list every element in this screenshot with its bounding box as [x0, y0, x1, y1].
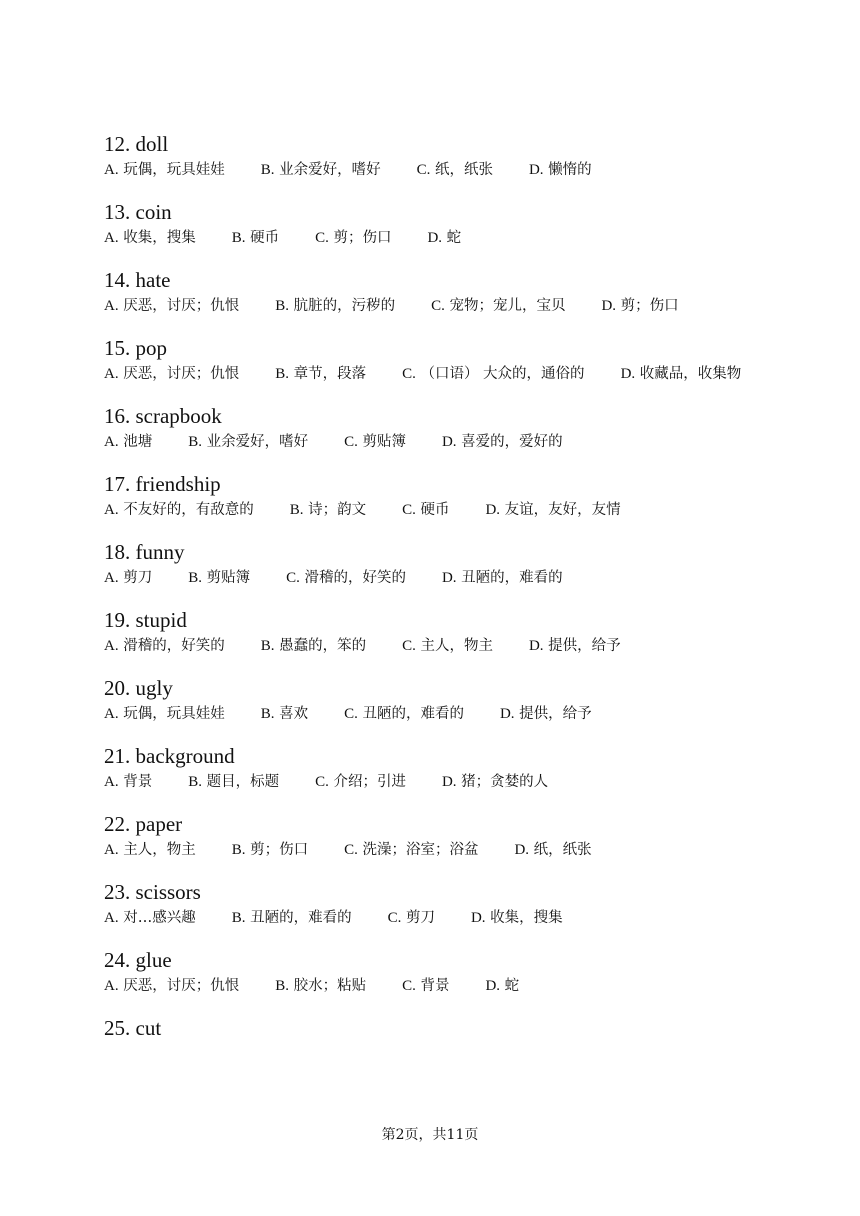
option-row [104, 975, 764, 998]
question-item [104, 199, 764, 250]
option-b [290, 502, 366, 518]
option-letter: B. [231, 230, 246, 246]
option-letter: D. [441, 774, 457, 790]
option-c [402, 366, 584, 382]
question-number: 17. [104, 472, 131, 496]
option-letter: C. [344, 706, 358, 722]
option-c [344, 706, 464, 722]
option-letter: C. [315, 774, 329, 790]
option-d [529, 162, 592, 178]
question-item [104, 267, 764, 318]
option-d [442, 774, 548, 790]
option-letter: D. [441, 570, 457, 586]
question-title [104, 607, 764, 633]
option-text: 背景 [123, 774, 153, 790]
option-text: 剪刀 [405, 910, 435, 926]
option-letter: B. [275, 978, 289, 994]
question-number: 18. [104, 540, 131, 564]
option-text: 池塘 [123, 434, 153, 450]
option-row [104, 499, 764, 522]
question-title [104, 471, 764, 497]
option-text: 丑陋的，难看的 [250, 910, 352, 926]
option-c [344, 842, 478, 858]
question-item [104, 947, 764, 998]
question-item [104, 879, 764, 930]
option-text: 收藏品，收集物 [639, 366, 742, 382]
option-a [104, 434, 152, 450]
option-text: 硬币 [250, 230, 280, 246]
question-title [104, 131, 764, 157]
option-text: 猪；贪婪的人 [461, 774, 549, 790]
question-title [104, 947, 764, 973]
question-word: stupid [135, 608, 187, 632]
option-text: 业余爱好，嗜好 [206, 434, 309, 450]
option-letter: D. [441, 434, 457, 450]
question-title [104, 267, 764, 293]
option-letter: A. [104, 978, 119, 994]
option-text: 题目，标题 [206, 774, 280, 790]
option-letter: C. [286, 570, 300, 586]
option-letter: A. [104, 162, 119, 178]
question-title [104, 879, 764, 905]
option-text: 剪贴簿 [206, 570, 251, 586]
option-text: 厌恶，讨厌；仇恨 [123, 366, 240, 382]
option-a [104, 230, 196, 246]
option-row [104, 363, 764, 386]
option-letter: B. [188, 774, 202, 790]
option-text: 提供，给予 [519, 706, 592, 722]
option-letter: C. [402, 638, 416, 654]
option-a [104, 774, 152, 790]
option-d [471, 910, 563, 926]
option-letter: C. [416, 162, 431, 178]
option-b [188, 774, 279, 790]
option-c [344, 434, 406, 450]
question-word: paper [135, 812, 183, 836]
option-text: 厌恶，讨厌；仇恨 [123, 978, 240, 994]
option-letter: D. [528, 638, 544, 654]
option-text: 玩偶，玩具娃娃 [123, 706, 225, 722]
option-d [442, 570, 563, 586]
question-number: 25. [104, 1016, 131, 1040]
option-text: 业余爱好，嗜好 [279, 162, 381, 178]
option-letter: B. [275, 298, 289, 314]
question-word: doll [135, 132, 169, 156]
option-row [104, 635, 764, 658]
option-a [104, 638, 225, 654]
option-c [315, 230, 391, 246]
option-a [104, 162, 225, 178]
option-text: 剪贴簿 [362, 434, 406, 450]
option-a [104, 570, 152, 586]
option-d [427, 230, 461, 246]
option-b [232, 230, 279, 246]
question-word: scrapbook [135, 404, 222, 428]
option-letter: B. [231, 910, 246, 926]
option-text: 剪；伤口 [333, 230, 392, 246]
question-word: friendship [135, 472, 221, 496]
option-letter: D. [620, 366, 636, 382]
option-row [104, 431, 764, 454]
option-c [431, 298, 565, 314]
option-text: 玩偶，玩具娃娃 [123, 162, 225, 178]
option-text: 喜欢 [279, 706, 309, 722]
question-number: 14. [104, 268, 131, 292]
option-text: （口语） 大众的，通俗的 [420, 366, 585, 382]
option-letter: C. [387, 910, 402, 926]
question-number: 24. [104, 948, 131, 972]
option-letter: D. [514, 842, 530, 858]
option-letter: B. [260, 706, 275, 722]
option-d [529, 638, 621, 654]
option-text: 厌恶，讨厌；仇恨 [123, 298, 240, 314]
question-item [104, 743, 764, 794]
option-d [621, 366, 742, 382]
option-letter: A. [104, 706, 119, 722]
question-item [104, 811, 764, 862]
question-word: background [135, 744, 235, 768]
question-word: scissors [135, 880, 201, 904]
question-item [104, 607, 764, 658]
option-letter: B. [289, 502, 304, 518]
option-a [104, 366, 239, 382]
option-a [104, 706, 225, 722]
option-b [232, 910, 352, 926]
option-text: 收集，搜集 [490, 910, 563, 926]
question-word: coin [135, 200, 172, 224]
option-text: 蛇 [504, 978, 520, 994]
option-text: 愚蠢的，笨的 [279, 638, 367, 654]
option-text: 介绍；引进 [333, 774, 406, 790]
question-number: 19. [104, 608, 131, 632]
question-word: funny [135, 540, 185, 564]
option-letter: D. [528, 162, 544, 178]
option-text: 诗；韵文 [308, 502, 367, 518]
option-letter: C. [431, 298, 445, 314]
option-text: 剪刀 [123, 570, 153, 586]
option-c [388, 910, 435, 926]
option-b [275, 978, 366, 994]
option-b [275, 298, 395, 314]
option-letter: C. [344, 434, 358, 450]
question-title [104, 199, 764, 225]
option-letter: A. [104, 366, 119, 382]
question-title [104, 675, 764, 701]
option-text: 提供，给予 [548, 638, 621, 654]
question-item [104, 1015, 764, 1041]
option-text: 懒惰的 [548, 162, 592, 178]
option-letter: A. [104, 570, 119, 586]
option-b [188, 434, 308, 450]
option-text: 喜爱的，爱好的 [461, 434, 563, 450]
question-title [104, 743, 764, 769]
question-word: cut [135, 1016, 162, 1040]
question-number: 23. [104, 880, 131, 904]
option-text: 滑稽的，好笑的 [123, 638, 225, 654]
option-letter: C. [402, 502, 416, 518]
option-b [188, 570, 250, 586]
option-b [275, 366, 366, 382]
question-word: glue [135, 948, 172, 972]
question-item [104, 131, 764, 182]
option-letter: C. [344, 842, 358, 858]
option-c [402, 638, 493, 654]
question-number: 22. [104, 812, 131, 836]
question-item [104, 335, 764, 386]
option-letter: B. [188, 570, 202, 586]
question-title [104, 1015, 764, 1041]
option-b [261, 706, 308, 722]
option-text: 对…感兴趣 [123, 910, 196, 926]
option-row [104, 295, 764, 318]
option-text: 背景 [420, 978, 450, 994]
option-letter: B. [231, 842, 246, 858]
option-text: 硬币 [420, 502, 450, 518]
option-a [104, 502, 254, 518]
question-word: ugly [135, 676, 173, 700]
option-c [286, 570, 406, 586]
option-letter: D. [427, 230, 443, 246]
option-c [402, 502, 449, 518]
option-text: 主人，物主 [123, 842, 196, 858]
question-item [104, 675, 764, 726]
option-a [104, 910, 196, 926]
option-text: 宠物；宠儿，宝贝 [449, 298, 566, 314]
option-letter: A. [104, 842, 119, 858]
option-text: 章节，段落 [293, 366, 367, 382]
option-letter: D. [601, 298, 617, 314]
option-text: 滑稽的，好笑的 [304, 570, 406, 586]
option-letter: D. [499, 706, 515, 722]
option-text: 丑陋的，难看的 [461, 570, 563, 586]
option-d [485, 978, 519, 994]
question-number: 16. [104, 404, 131, 428]
option-letter: B. [260, 638, 275, 654]
option-text: 纸，纸张 [533, 842, 592, 858]
question-number: 13. [104, 200, 131, 224]
option-text: 友谊，友好，友情 [504, 502, 621, 518]
option-b [261, 638, 366, 654]
question-number: 21. [104, 744, 131, 768]
question-title [104, 335, 764, 361]
option-letter: D. [485, 978, 501, 994]
question-title [104, 539, 764, 565]
option-letter: A. [104, 298, 119, 314]
option-letter: A. [104, 434, 119, 450]
option-text: 胶水；粘贴 [293, 978, 367, 994]
option-c [417, 162, 493, 178]
option-b [261, 162, 381, 178]
question-item [104, 403, 764, 454]
page-footer: 第2页，共11页 [381, 1127, 479, 1143]
option-text: 纸，纸张 [434, 162, 493, 178]
option-text: 剪；伤口 [620, 298, 679, 314]
option-letter: A. [104, 638, 119, 654]
option-letter: A. [104, 502, 119, 518]
option-a [104, 978, 239, 994]
option-row [104, 771, 764, 794]
option-d [601, 298, 678, 314]
option-letter: B. [275, 366, 289, 382]
option-letter: C. [402, 978, 416, 994]
option-row [104, 839, 764, 862]
option-a [104, 298, 239, 314]
question-list [104, 131, 764, 1041]
question-number: 20. [104, 676, 131, 700]
question-title [104, 403, 764, 429]
option-row [104, 227, 764, 250]
option-row [104, 159, 764, 182]
option-text: 蛇 [446, 230, 462, 246]
option-d [442, 434, 563, 450]
option-text: 肮脏的，污秽的 [293, 298, 396, 314]
option-text: 收集，搜集 [123, 230, 196, 246]
option-row [104, 907, 764, 930]
option-letter: A. [104, 774, 119, 790]
option-letter: D. [470, 910, 486, 926]
option-c [315, 774, 406, 790]
option-letter: B. [260, 162, 275, 178]
option-d [485, 502, 620, 518]
option-d [514, 842, 591, 858]
option-row [104, 567, 764, 590]
question-number: 12. [104, 132, 131, 156]
option-b [232, 842, 308, 858]
option-letter: B. [188, 434, 202, 450]
option-letter: D. [485, 502, 501, 518]
option-letter: A. [104, 230, 119, 246]
option-text: 剪；伤口 [250, 842, 309, 858]
option-text: 主人，物主 [420, 638, 493, 654]
option-text: 丑陋的，难看的 [362, 706, 464, 722]
question-word: hate [135, 268, 171, 292]
question-word: pop [135, 336, 167, 360]
option-d [500, 706, 592, 722]
option-text: 不友好的，有敌意的 [123, 502, 254, 518]
question-title [104, 811, 764, 837]
option-a [104, 842, 196, 858]
option-letter: C. [315, 230, 329, 246]
option-letter: A. [104, 910, 119, 926]
question-item [104, 471, 764, 522]
option-text: 洗澡；浴室；浴盆 [362, 842, 479, 858]
question-item [104, 539, 764, 590]
question-number: 15. [104, 336, 131, 360]
option-c [402, 978, 449, 994]
option-letter: C. [402, 366, 416, 382]
option-row [104, 703, 764, 726]
